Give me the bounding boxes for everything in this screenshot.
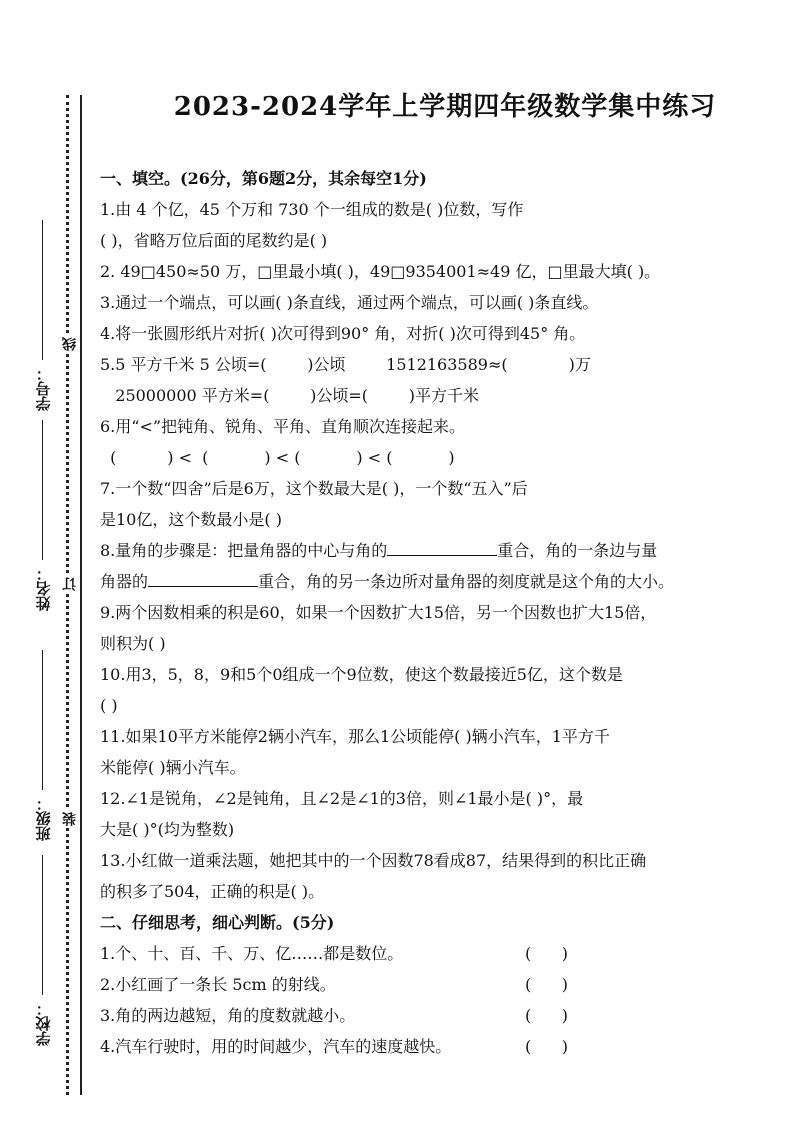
question-6-blanks: ( ) < ( ) < ( ) < ( ) <box>100 448 455 467</box>
question-8-line-1 <box>100 535 760 566</box>
school-blank[interactable] <box>43 855 44 995</box>
binding-mark-bind: 装 <box>62 812 78 826</box>
name-label: 姓名： <box>34 566 53 611</box>
question-6: 6.用“<”把钝角、锐角、平角、直角顺次连接起来。 <box>100 417 466 436</box>
judge-item-text: 1.个、十、百、千、万、亿……都是数位。 <box>100 944 404 963</box>
judge-item-text: 4.汽车行驶时，用的时间越少，汽车的速度越快。 <box>100 1037 452 1056</box>
dotted-cut-line <box>66 95 69 1095</box>
class-label: 班级： <box>34 796 53 841</box>
binding-mark-staple: 订 <box>62 577 78 591</box>
name-blank[interactable] <box>43 420 44 560</box>
question-3: 3.通过一个端点，可以画( )条直线，通过两个端点，可以画( )条直线。 <box>100 293 599 312</box>
section2-heading: 二、仔细思考，细心判断。(5分) <box>100 913 335 932</box>
question-1-line-2: ( )，省略万位后面的尾数约是( ) <box>100 231 328 250</box>
question-8-text-b: 重合，角的一条边与量 <box>497 541 658 560</box>
question-5-line-2: 25000000 平方米=( )公顷=( )平方千米 <box>100 386 479 405</box>
judge-item-text: 2.小红画了一条长 5cm 的射线。 <box>100 975 336 994</box>
question-2: 2. 49□450≈50 万，□里最小填( )，49□9354001≈49 亿，□里最大填( )。 <box>100 262 661 281</box>
judge-item-text: 3.角的两边越短，角的度数就越小。 <box>100 1006 356 1025</box>
question-5-line-1: 5.5 平方千米 5 公顷=( )公顷 1512163589≈( )万 <box>100 355 591 374</box>
binding-margin <box>0 0 90 1124</box>
question-12-line-2: 大是( )°(均为整数) <box>100 820 235 839</box>
question-8-text-c: 角器的 <box>100 572 149 591</box>
question-7-line-1: 7.一个数“四舍”后是6万，这个数最大是( )，一个数“五入”后 <box>100 479 528 498</box>
name-field <box>28 420 58 611</box>
question-11-line-2: 米能停( )辆小汽车。 <box>100 758 246 777</box>
question-1-line-1: 1.由 4 个亿，45 个万和 730 个一组成的数是( )位数，写作 <box>100 200 524 219</box>
judge-answer-paren[interactable]: ( ) <box>525 1006 568 1025</box>
answer-blank-zero-line[interactable] <box>148 570 258 587</box>
question-11-line-1: 11.如果10平方米能停2辆小汽车，那么1公顷能停( )辆小汽车，1平方千 <box>100 727 610 746</box>
binding-mark-line: 线 <box>62 337 78 351</box>
class-blank[interactable] <box>43 650 44 790</box>
question-13-line-1: 13.小红做一道乘法题，她把其中的一个因数78看成87，结果得到的积比正确 <box>100 851 647 870</box>
school-label: 学校： <box>34 1001 53 1046</box>
judge-item <box>100 1031 760 1062</box>
question-10-line-1: 10.用3，5，8，9和5个0组成一个9位数，使这个数最接近5亿，这个数是 <box>100 665 623 684</box>
section1-heading: 一、填空。(26分，第6题2分，其余每空1分) <box>100 169 427 188</box>
question-8-line-2 <box>100 566 760 597</box>
binding-line <box>80 95 82 1095</box>
question-10-line-2: ( ) <box>100 696 118 715</box>
worksheet-content <box>100 86 760 1062</box>
judge-answer-paren[interactable]: ( ) <box>525 975 568 994</box>
judge-answer-paren[interactable]: ( ) <box>525 1037 568 1056</box>
judge-answer-paren[interactable]: ( ) <box>525 944 568 963</box>
page-title: 2023-2024学年上学期四年级数学集中练习 <box>173 92 717 122</box>
student-id-blank[interactable] <box>43 220 44 360</box>
judge-item <box>100 969 760 1000</box>
answer-blank-center[interactable] <box>387 539 497 556</box>
judge-item <box>100 1000 760 1031</box>
student-id-label: 学号： <box>34 366 53 411</box>
question-9-line-1: 9.两个因数相乘的积是60，如果一个因数扩大15倍，另一个因数也扩大15倍， <box>100 603 657 622</box>
question-12-line-1: 12.∠1是锐角，∠2是钝角，且∠2是∠1的3倍，则∠1最小是( )°，最 <box>100 789 584 808</box>
question-13-line-2: 的积多了504，正确的积是( )。 <box>100 882 325 901</box>
question-9-line-2: 则积为( ) <box>100 634 166 653</box>
question-8-text-d: 重合，角的另一条边所对量角器的刻度就是这个角的大小。 <box>258 572 675 591</box>
question-4: 4.将一张圆形纸片对折( )次可得到90° 角，对折( )次可得到45° 角。 <box>100 324 586 343</box>
judge-item <box>100 938 760 969</box>
question-8-text-a: 8.量角的步骤是：把量角器的中心与角的 <box>100 541 388 560</box>
question-7-line-2: 是10亿，这个数最小是( ) <box>100 510 282 529</box>
student-id-field <box>28 220 58 411</box>
class-field <box>28 650 58 841</box>
school-field <box>28 855 58 1046</box>
